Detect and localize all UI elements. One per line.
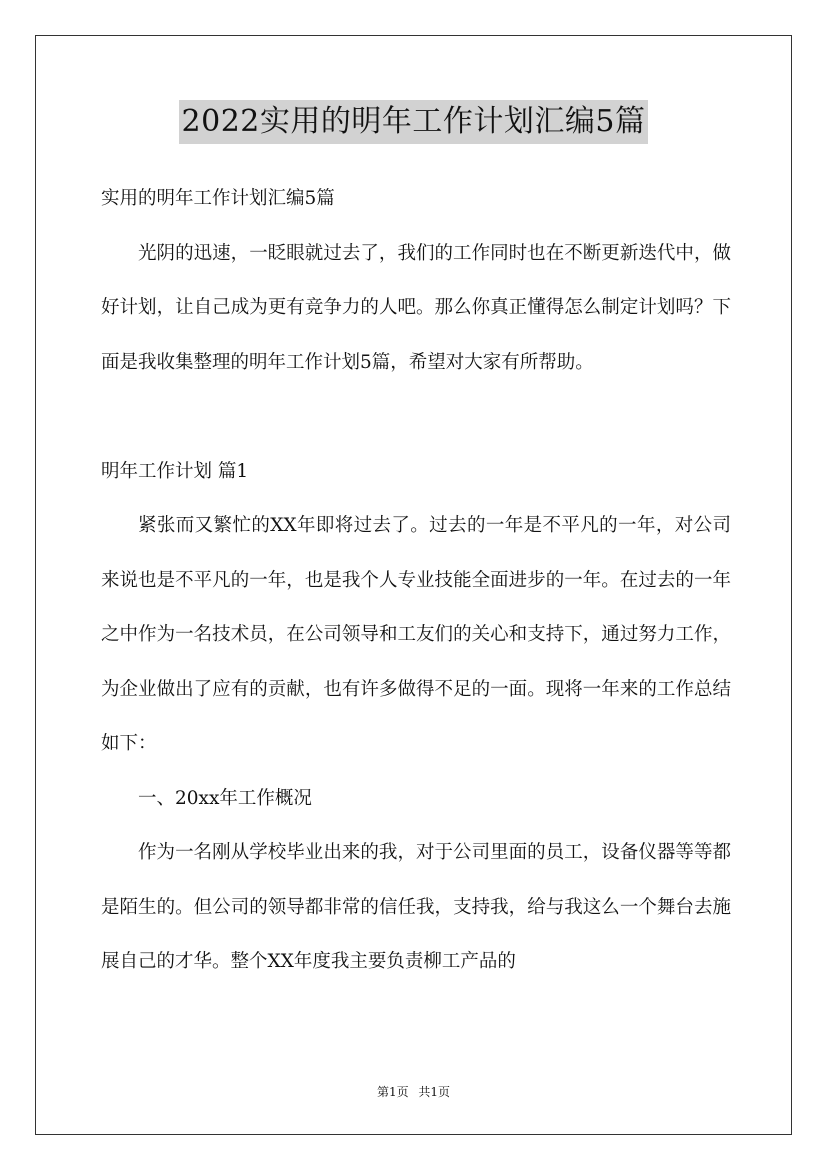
subsection-heading[interactable]: 一、20xx年工作概况 <box>138 787 312 809</box>
subtitle-paragraph[interactable]: 实用的明年工作计划汇编5篇 <box>101 188 335 209</box>
title-wrap <box>0 100 827 144</box>
body-paragraph[interactable]: 紧张而又繁忙的XX年即将过去了。过去的一年是不平凡的一年，对公司来说也是不平凡的一年，也是我个人专业技能全面进步的一年。在过去的一年之中作为一名技术员，在公司领导和工友们的关心和支持下，通过努力工作，为企业做出了应有的贡献，也有许多做得不足的一面。现将一年来的工作总结如下： <box>101 515 731 754</box>
body-paragraph[interactable]: 作为一名刚从学校毕业出来的我，对于公司里面的员工，设备仪器等等都是陌生的。但公司的领导都非常的信任我，支持我，给与我这么一个舞台去施展自己的才华。整个XX年度我主要负责柳工产品的 <box>101 842 731 972</box>
page-number: 第1页 <box>376 1085 409 1099</box>
page-total: 共1页 <box>418 1085 451 1099</box>
document-title[interactable]: 2022实用的明年工作计划汇编5篇 <box>179 100 649 144</box>
page-footer <box>0 1084 827 1100</box>
intro-paragraph[interactable]: 光阴的迅速，一眨眼就过去了，我们的工作同时也在不断更新迭代中，做好计划，让自己成为更有竞争力的人吧。那么你真正懂得怎么制定计划吗？下面是我收集整理的明年工作计划5篇，希望对大家有所帮助。 <box>101 242 731 373</box>
section-heading[interactable]: 明年工作计划 篇1 <box>101 460 249 482</box>
document-body <box>101 172 731 990</box>
